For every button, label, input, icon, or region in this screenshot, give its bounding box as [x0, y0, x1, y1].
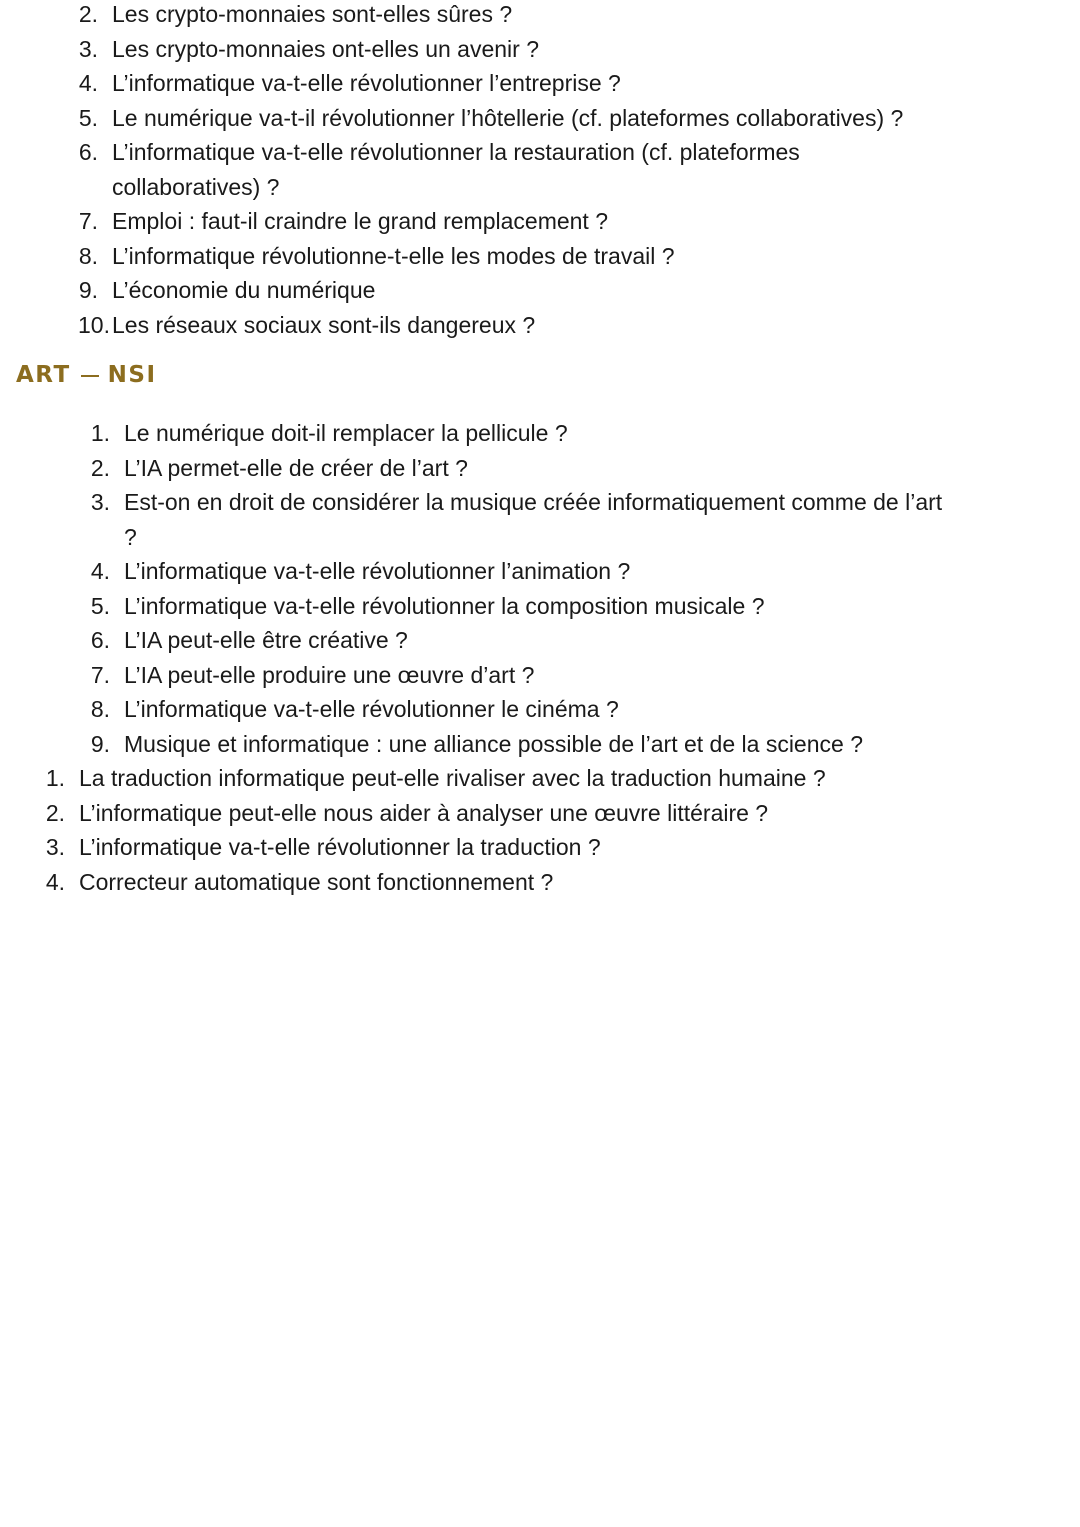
item-number: 6. — [90, 627, 110, 653]
item-text: L’informatique va-t-elle révolutionner la restauration (cf. plateformes — [112, 139, 800, 165]
list-item — [78, 135, 978, 204]
item-number: 5. — [78, 104, 98, 131]
item-text: L’IA peut-elle produire une œuvre d’art ? — [124, 661, 535, 688]
item-text: L’informatique révolutionne-t-elle les modes de travail ? — [112, 242, 675, 269]
item-text-continued: ? — [124, 523, 137, 550]
item-number: 2. — [78, 1, 98, 27]
item-number: 2. — [45, 799, 65, 826]
item-text: Correcteur automatique sont fonctionnement ? — [79, 868, 554, 895]
item-number: 1. — [45, 765, 65, 791]
question-list-nsi-economy — [78, 0, 978, 342]
list-item — [90, 692, 990, 727]
item-text: La traduction informatique peut-elle rivaliser avec la traduction humaine ? — [79, 765, 826, 791]
list-item — [90, 416, 990, 451]
list-item — [90, 658, 990, 693]
item-text-continued: collaboratives) ? — [112, 173, 280, 200]
list-item — [90, 485, 990, 554]
item-text: Les crypto-monnaies sont-elles sûres ? — [112, 1, 513, 27]
item-number: 4. — [45, 868, 65, 895]
item-number: 7. — [90, 661, 110, 688]
item-number: 9. — [90, 730, 110, 757]
item-text: L’informatique va-t-elle révolutionner l’entreprise ? — [112, 70, 621, 96]
item-number: 2. — [90, 454, 110, 481]
section-heading-art-nsi — [16, 362, 157, 388]
item-text: Le numérique doit-il remplacer la pellicule ? — [124, 420, 568, 446]
list-item — [78, 239, 978, 274]
list-item — [90, 727, 990, 762]
item-text: L’IA permet-elle de créer de l’art ? — [124, 454, 468, 481]
list-item — [90, 451, 990, 486]
list-item — [78, 204, 978, 239]
list-item — [45, 796, 945, 831]
list-item — [78, 66, 978, 101]
question-list-art-nsi — [90, 416, 990, 761]
item-number: 4. — [78, 70, 98, 96]
list-item — [45, 865, 945, 900]
item-number: 3. — [90, 489, 110, 515]
list-item — [78, 273, 978, 308]
item-number: 5. — [90, 592, 110, 619]
item-number: 4. — [90, 558, 110, 584]
item-number: 9. — [78, 277, 98, 303]
item-text: Est-on en droit de considérer la musique créée informatiquement comme de l’art — [124, 489, 943, 515]
list-item — [78, 308, 978, 343]
item-text: Les réseaux sociaux sont-ils dangereux ? — [112, 311, 536, 338]
question-list-translation — [45, 761, 945, 899]
item-text: L’informatique peut-elle nous aider à analyser une œuvre littéraire ? — [79, 799, 769, 826]
list-item — [45, 761, 945, 796]
list-item — [78, 32, 978, 67]
list-item — [78, 101, 978, 136]
item-number: 7. — [78, 208, 98, 234]
item-text: L’informatique va-t-elle révolutionner la composition musicale ? — [124, 592, 765, 619]
item-text: L’économie du numérique — [112, 277, 376, 303]
heading-dash — [81, 375, 99, 377]
item-number: 8. — [78, 242, 98, 269]
item-number: 3. — [45, 834, 65, 860]
item-text: L’informatique va-t-elle révolutionner la traduction ? — [79, 834, 601, 860]
item-number: 6. — [78, 139, 98, 165]
list-item — [90, 623, 990, 658]
list-item — [45, 830, 945, 865]
item-text: Musique et informatique : une alliance possible de l’art et de la science ? — [124, 730, 863, 757]
heading-art: ART — [16, 362, 71, 388]
list-item — [78, 0, 978, 32]
item-text: L’informatique va-t-elle révolutionner le cinéma ? — [124, 696, 619, 722]
item-text: Le numérique va-t-il révolutionner l’hôtellerie (cf. plateformes collaboratives) ? — [112, 104, 904, 131]
item-text: Les crypto-monnaies ont-elles un avenir ? — [112, 35, 540, 62]
item-number: 1. — [90, 420, 110, 446]
item-text: L’IA peut-elle être créative ? — [124, 627, 408, 653]
item-number: 8. — [90, 696, 110, 722]
item-text: Emploi : faut-il craindre le grand remplacement ? — [112, 208, 609, 234]
item-number: 3. — [78, 35, 98, 62]
list-item — [90, 554, 990, 589]
heading-nsi: NSI — [107, 362, 157, 388]
list-item — [90, 589, 990, 624]
item-number: 10. — [78, 311, 110, 338]
item-text: L’informatique va-t-elle révolutionner l’animation ? — [124, 558, 631, 584]
